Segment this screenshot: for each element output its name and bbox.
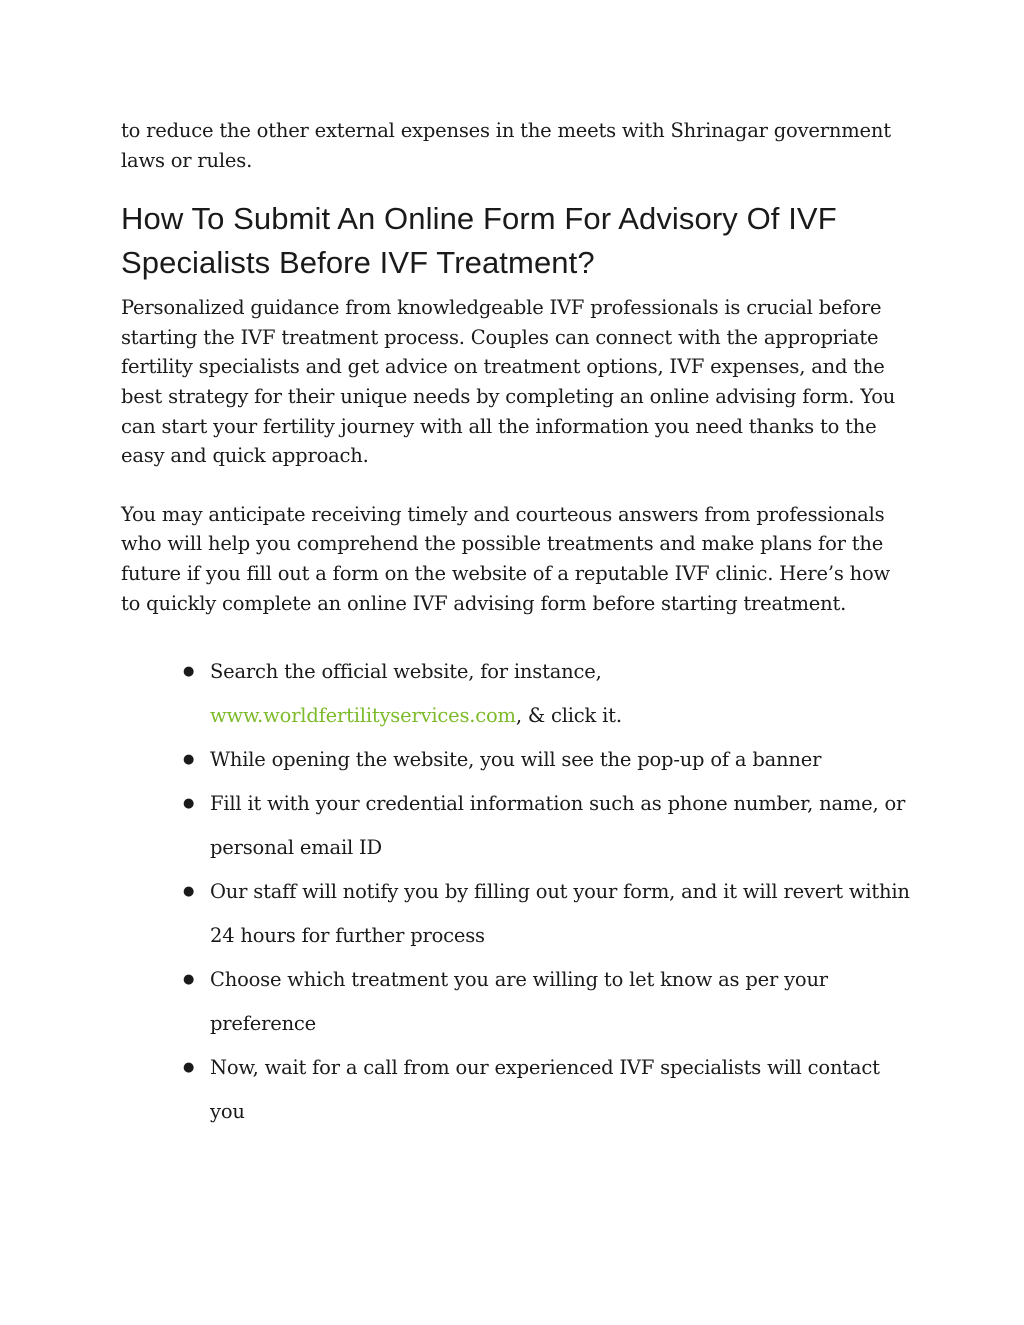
bullet-icon: ● — [183, 972, 195, 988]
paragraph-guidance: Personalized guidance from knowledgeable IVF professionals is crucial before starting the IVF treatment process. Couples can connect with the appropriate fertility specialists and get advice on treatment options, IVF expenses, and the best strategy for their unique needs by completing an online advising form. You can start your fertility journey with all the information you need thanks to the easy and quick approach. — [121, 296, 896, 468]
website-link[interactable]: www.worldfertilityservices.com — [210, 704, 516, 728]
list-item — [121, 870, 911, 958]
steps-list — [121, 650, 911, 1134]
bullet-icon: ● — [183, 664, 195, 680]
section-heading: How To Submit An Online Form For Advisory Of IVF Specialists Before IVF Treatment? — [121, 201, 837, 281]
intro-paragraph: to reduce the other external expenses in the meets with Shrinagar government laws or rules. — [121, 119, 891, 172]
paragraph-clinic-form: You may anticipate receiving timely and courteous answers from professionals who will help you comprehend the possible treatments and make plans for the future if you fill out a form on the website of a reputable IVF clinic. Here’s how to quickly complete an online IVF advising form before starting treatment. — [121, 502, 891, 615]
step-text: Choose which treatment you are willing to let know as per your preference — [210, 968, 828, 1036]
list-item — [121, 650, 911, 738]
step-text: Fill it with your credential information such as phone number, name, or personal email ID — [210, 792, 906, 860]
bullet-icon: ● — [183, 1060, 195, 1076]
step-text: Now, wait for a call from our experienced IVF specialists will contact you — [210, 1056, 880, 1124]
step-text-suffix: , & click it. — [515, 704, 622, 728]
list-item — [121, 958, 911, 1046]
bullet-icon: ● — [183, 796, 195, 812]
list-item — [121, 782, 911, 870]
list-item — [121, 1046, 911, 1134]
step-text: Our staff will notify you by filling out your form, and it will revert within 24 hours for further process — [210, 880, 910, 948]
step-text: While opening the website, you will see the pop-up of a banner — [210, 748, 822, 772]
document-page — [121, 116, 911, 1134]
list-item — [121, 738, 911, 782]
bullet-icon: ● — [183, 752, 195, 768]
bullet-icon: ● — [183, 884, 195, 900]
step-text: Search the official website, for instance, — [210, 660, 602, 684]
